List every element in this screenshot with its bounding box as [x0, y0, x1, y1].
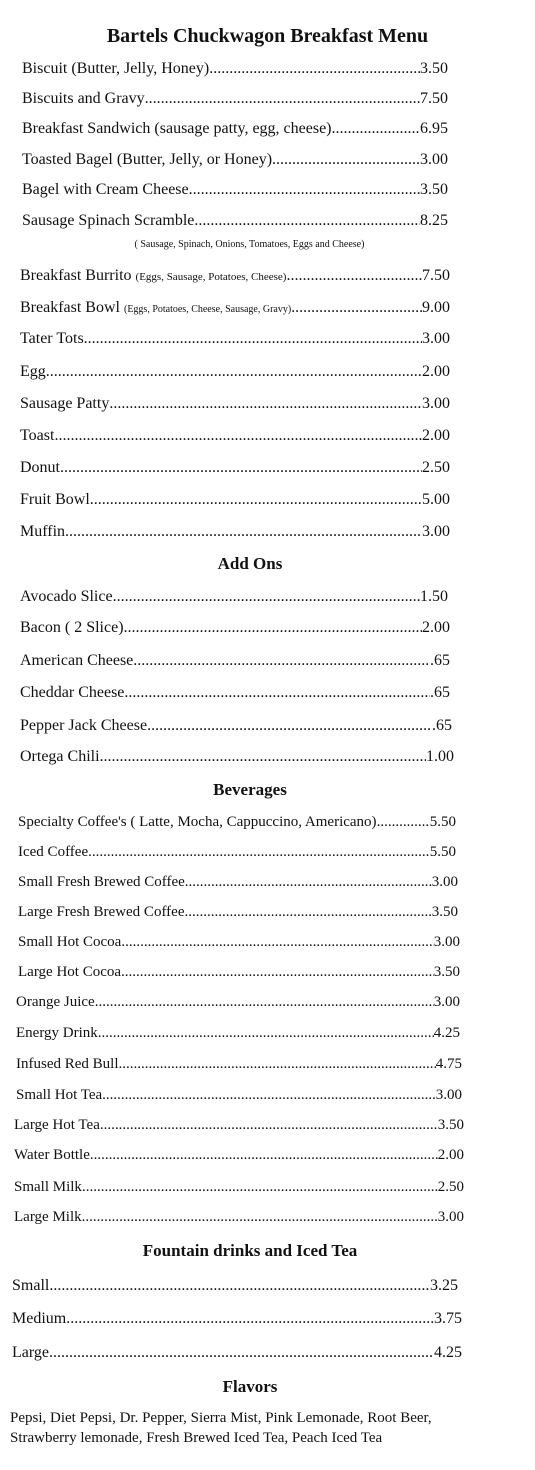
dot-leader — [65, 521, 422, 543]
item-name: Small Fresh Brewed Coffee — [18, 874, 185, 890]
dot-leader — [272, 149, 420, 171]
item-name: Biscuit (Butter, Jelly, Honey) — [22, 60, 210, 77]
dot-leader — [84, 328, 422, 350]
item-name: Sausage Patty — [20, 395, 110, 412]
item-name: Avocado Slice — [20, 588, 113, 605]
menu-item — [22, 179, 448, 201]
menu-item — [18, 901, 458, 923]
menu-item — [22, 210, 448, 232]
menu-item — [12, 1308, 462, 1330]
item-name: Small Hot Tea — [16, 1087, 103, 1103]
item-name: Donut — [20, 459, 60, 476]
item-price: 3.50 — [420, 181, 448, 198]
item-name: Large — [12, 1344, 50, 1361]
item-price: 3.00 — [437, 1209, 464, 1225]
menu-item — [20, 521, 450, 543]
item-price: 3.00 — [422, 395, 450, 412]
item-name-main: Breakfast Bowl — [20, 299, 124, 316]
menu-item — [12, 1342, 462, 1364]
menu-item — [14, 1176, 464, 1198]
dot-leader — [194, 210, 420, 232]
menu-item — [20, 425, 450, 447]
item-price: 3.00 — [435, 1087, 462, 1103]
menu-item — [22, 58, 448, 80]
item-name: Sausage Spinach Scramble — [22, 212, 195, 229]
dot-leader — [286, 265, 422, 287]
menu-item — [22, 118, 448, 140]
dot-leader — [49, 1275, 430, 1297]
menu-item — [20, 393, 450, 415]
menu-item — [18, 871, 458, 893]
dot-leader — [184, 901, 431, 923]
item-price: 2.50 — [437, 1179, 464, 1195]
item-price: 9.00 — [422, 299, 450, 316]
dot-leader — [377, 811, 430, 833]
item-name: Large Hot Tea — [14, 1117, 100, 1133]
beverages-heading: Beverages — [213, 780, 287, 799]
item-name: Fruit Bowl — [20, 491, 90, 508]
flavors-text: Pepsi, Diet Pepsi, Dr. Pepper, Sierra Mist, Pink Lemonade, Root Beer, Strawberry lemonade, Fresh Brewed Iced Tea, Peach Iced Tea — [10, 1410, 432, 1446]
item-price: 4.25 — [433, 1025, 460, 1041]
item-price: 2.00 — [422, 363, 450, 380]
dot-leader — [100, 746, 426, 768]
dot-leader — [88, 841, 430, 863]
item-price: 3.00 — [431, 874, 458, 890]
dot-leader — [54, 425, 422, 447]
item-name: Pepper Jack Cheese — [20, 717, 148, 734]
item-price: 2.00 — [437, 1147, 464, 1163]
dot-leader — [109, 393, 422, 415]
item-price: 3.00 — [422, 523, 450, 540]
dot-leader — [147, 715, 432, 737]
flavors-heading: Flavors — [222, 1377, 278, 1396]
dot-leader — [133, 650, 430, 672]
item-name: Breakfast Sandwich (sausage patty, egg, cheese) — [22, 120, 332, 137]
addons-heading: Add Ons — [217, 554, 283, 573]
item-name: Large Milk — [14, 1209, 82, 1225]
item-price: 3.50 — [431, 904, 458, 920]
menu-item — [20, 361, 450, 383]
item-name — [20, 297, 291, 321]
menu-item — [20, 715, 452, 737]
menu-item — [14, 1144, 464, 1166]
item-name: Ortega Chili — [20, 748, 100, 765]
dot-leader — [60, 457, 422, 479]
dot-leader — [145, 88, 420, 110]
item-price: 5.50 — [429, 814, 456, 830]
item-name: Muffin — [20, 523, 66, 540]
menu-item — [16, 1022, 460, 1044]
dot-leader — [124, 682, 430, 704]
dot-leader — [332, 118, 420, 140]
item-price: 1.00 — [426, 748, 454, 765]
dot-leader — [82, 1206, 438, 1228]
dot-leader — [102, 1084, 436, 1106]
item-name: Egg — [20, 363, 46, 380]
item-price: 3.50 — [420, 60, 448, 77]
menu-item — [12, 1275, 458, 1297]
dot-leader — [66, 1308, 434, 1330]
menu-item — [20, 682, 450, 704]
item-name: Cheddar Cheese — [20, 684, 125, 701]
item-name: Small — [12, 1277, 50, 1294]
item-name: Energy Drink — [16, 1025, 98, 1041]
dot-leader — [124, 617, 422, 639]
menu-item — [16, 1084, 462, 1106]
menu-item — [14, 1114, 464, 1136]
menu-item — [22, 149, 448, 171]
item-price: 3.00 — [422, 330, 450, 347]
item-price: 2.00 — [422, 427, 450, 444]
dot-leader — [82, 1176, 438, 1198]
item-price: 5.50 — [429, 844, 456, 860]
item-price: 5.00 — [422, 491, 450, 508]
item-name: Tater Tots — [20, 330, 84, 347]
dot-leader — [46, 361, 422, 383]
dot-leader — [121, 931, 433, 953]
menu-item — [20, 297, 450, 319]
item-price: 2.00 — [422, 619, 450, 636]
dot-leader — [49, 1342, 434, 1364]
item-price: .65 — [430, 652, 450, 669]
fountain-heading: Fountain drinks and Iced Tea — [142, 1241, 358, 1260]
item-price: 4.25 — [434, 1344, 462, 1361]
item-price: 1.50 — [420, 588, 448, 605]
item-name: Bagel with Cream Cheese — [22, 181, 189, 198]
menu-item — [18, 841, 456, 863]
item-price: 3.25 — [430, 1277, 458, 1294]
dot-leader — [95, 991, 434, 1013]
menu-item — [20, 746, 454, 768]
item-name: Small Milk — [14, 1179, 82, 1195]
menu-item — [20, 328, 450, 350]
item-price: 3.00 — [433, 994, 460, 1010]
dot-leader — [121, 961, 434, 983]
dot-leader — [185, 871, 432, 893]
item-name-main: Breakfast Burrito — [20, 267, 136, 284]
item-name: Specialty Coffee's ( Latte, Mocha, Cappuccino, Americano) — [18, 814, 377, 830]
scramble-note: ( Sausage, Spinach, Onions, Tomatoes, Eggs and Cheese) — [134, 239, 365, 250]
dot-leader — [291, 297, 422, 319]
item-price: 7.50 — [422, 267, 450, 284]
dot-leader — [113, 586, 420, 608]
menu-item — [20, 489, 450, 511]
item-name: Bacon ( 2 Slice) — [20, 619, 124, 636]
item-name: Infused Red Bull — [16, 1056, 119, 1072]
menu-item — [20, 586, 448, 608]
dot-leader — [90, 489, 422, 511]
menu-item — [18, 931, 460, 953]
menu-item — [22, 88, 448, 110]
menu-item — [18, 961, 460, 983]
item-name: Iced Coffee — [18, 844, 89, 860]
menu-title: Bartels Chuckwagon Breakfast Menu — [106, 25, 429, 47]
dot-leader — [209, 58, 420, 80]
dot-leader — [189, 179, 420, 201]
item-name: American Cheese — [20, 652, 134, 669]
menu-item — [16, 1053, 462, 1075]
item-price: 3.00 — [420, 151, 448, 168]
menu-item — [20, 457, 450, 479]
menu-item — [16, 991, 460, 1013]
menu-item — [18, 811, 456, 833]
dot-leader — [100, 1114, 438, 1136]
item-price: .65 — [432, 717, 452, 734]
item-price: 3.75 — [434, 1310, 462, 1327]
item-name: Large Hot Cocoa — [18, 964, 122, 980]
dot-leader — [90, 1144, 438, 1166]
item-price: 3.50 — [437, 1117, 464, 1133]
menu-item — [14, 1206, 464, 1228]
menu-item — [20, 617, 450, 639]
item-price: 2.50 — [422, 459, 450, 476]
item-name: Toasted Bagel (Butter, Jelly, or Honey) — [22, 151, 273, 168]
dot-leader — [119, 1053, 436, 1075]
item-price: 8.25 — [420, 212, 448, 229]
item-name — [20, 265, 286, 288]
dot-leader — [98, 1022, 434, 1044]
item-price: 4.75 — [435, 1056, 462, 1072]
item-price: 3.50 — [433, 964, 460, 980]
item-name: Large Fresh Brewed Coffee — [18, 904, 185, 920]
menu-item — [20, 650, 450, 672]
item-price: .65 — [430, 684, 450, 701]
item-name: Water Bottle — [14, 1147, 90, 1163]
item-name: Orange Juice — [16, 994, 95, 1010]
item-price: 6.95 — [420, 120, 448, 137]
item-price: 7.50 — [420, 90, 448, 107]
menu-item — [20, 265, 450, 287]
item-name: Biscuits and Gravy — [22, 90, 145, 107]
item-name: Medium — [12, 1310, 67, 1327]
item-name: Toast — [20, 427, 55, 444]
item-note: (Eggs, Sausage, Potatoes, Cheese) — [135, 271, 287, 283]
item-note: (Eggs, Potatoes, Cheese, Sausage, Gravy) — [123, 304, 292, 315]
item-price: 3.00 — [433, 934, 460, 950]
item-name: Small Hot Cocoa — [18, 934, 122, 950]
